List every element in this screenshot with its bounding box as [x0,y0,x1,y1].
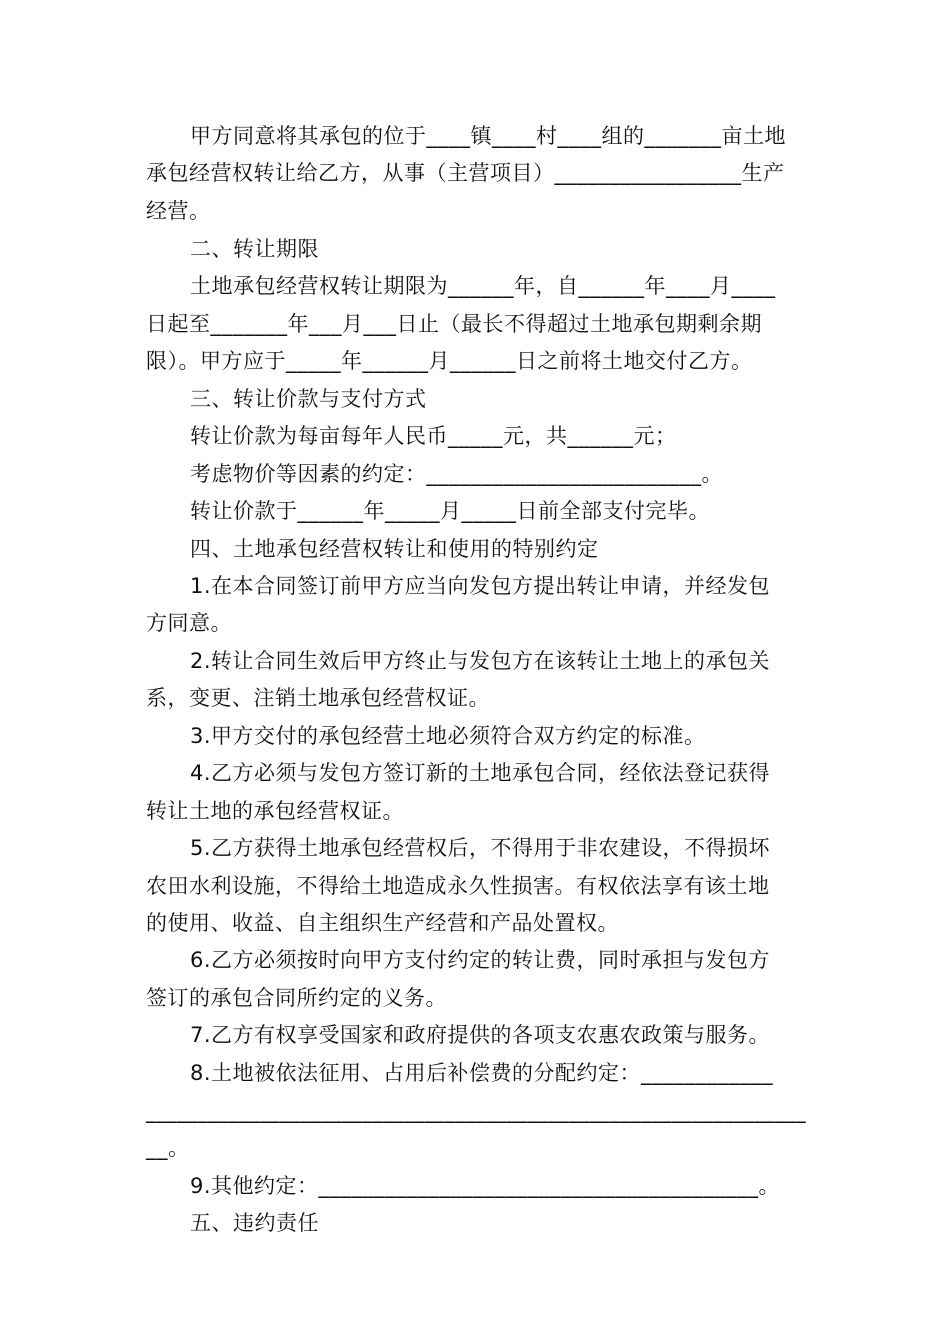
paragraph-line: 考虑物价等因素的约定：_________________________。 [190,462,723,486]
paragraph-line: 限）。甲方应于_____年______月______日之前将土地交付乙方。 [146,349,753,373]
clause-line: 2.转让合同生效后甲方终止与发包方在该转让土地上的承包关 [190,649,771,673]
blank-line: __。 [146,1136,190,1160]
paragraph-line: 转让价款为每亩每年人民币_____元，共______元； [190,424,677,448]
clause-line: 7.乙方有权享受国家和政府提供的各项支农惠农政策与服务。 [190,1023,771,1047]
paragraph-line: 承包经营权转让给乙方，从事（主营项目）_________________生产 [146,161,785,185]
paragraph-line: 转让价款于______年_____月_____日前全部支付完毕。 [190,499,710,523]
section-heading: 三、转让价款与支付方式 [190,387,427,411]
clause-line: 方同意。 [146,611,232,635]
clause-line: 的使用、收益、自主组织生产经营和产品处置权。 [146,911,619,935]
clause-line: 6.乙方必须按时向甲方支付约定的转让费，同时承担与发包方 [190,948,771,972]
clause-line: 签订的承包合同所约定的义务。 [146,986,447,1010]
section-heading: 四、土地承包经营权转让和使用的特别约定 [190,537,599,561]
section-heading: 五、违约责任 [190,1211,319,1235]
section-heading: 二、转让期限 [190,237,319,261]
clause-line: 8.土地被依法征用、占用后补偿费的分配约定：____________ [190,1061,774,1085]
paragraph-line: 经营。 [146,199,211,223]
blank-line: ________________________________________________________________ [146,1099,806,1123]
clause-line: 4.乙方必须与发包方签订新的土地承包合同，经依法登记获得 [190,761,771,785]
clause-line: 9.其他约定：________________________________________。 [190,1174,781,1198]
clause-line: 1.在本合同签订前甲方应当向发包方提出转让申请，并经发包 [190,574,771,598]
paragraph-line: 甲方同意将其承包的位于____镇____村____组的_______亩土地 [190,124,786,148]
clause-line: 3.甲方交付的承包经营土地必须符合双方约定的标准。 [190,724,706,748]
paragraph-line: 日起至_______年___月___日止（最长不得超过土地承包期剩余期 [146,312,762,336]
clause-line: 5.乙方获得土地承包经营权后，不得用于非农建设，不得损坏 [190,836,771,860]
paragraph-line: 土地承包经营权转让期限为______年，自______年____月____ [190,274,776,298]
clause-line: 系，变更、注销土地承包经营权证。 [146,686,490,710]
clause-line: 转让土地的承包经营权证。 [146,799,404,823]
clause-line: 农田水利设施，不得给土地造成永久性损害。有权依法享有该土地 [146,874,770,898]
